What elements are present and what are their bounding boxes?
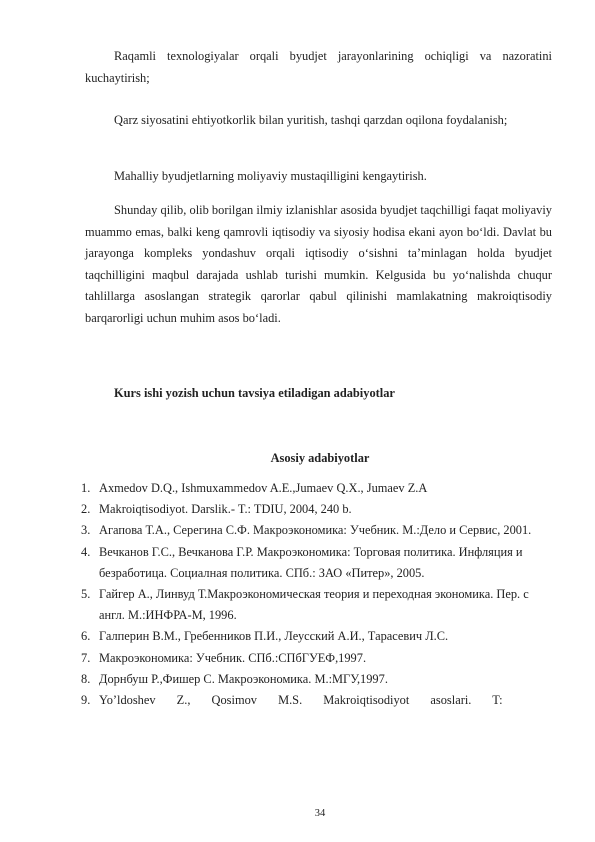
- bibliography-item-text: Вечканов Г.С., Вечканова Г.Р. Макроэкономика: Торговая политика. Инфляция и безработица. Социалная политика. СПб.: ЗАО «Питер», 2005.: [99, 544, 523, 580]
- bibliography-item-number: 2.: [81, 502, 91, 517]
- bibliography-item-text: Дорнбуш Р.,Фишер С. Макроэкономика. М.:МГУ,1997.: [99, 671, 388, 686]
- bibliography-list: [81, 478, 552, 711]
- bibliography-item: [81, 626, 552, 647]
- bibliography-item-text: Галперин В.М., Гребенников П.И., Леусский А.И., Тарасевич Л.С.: [99, 629, 449, 644]
- section-heading: Kurs ishi yozish uchun tavsiya etiladigan adabiyotlar: [114, 386, 395, 400]
- bibliography-item-number: 9.: [81, 693, 91, 708]
- paragraph-digital-technologies: Raqamli texnologiyalar orqali byudjet jarayonlarining ochiqligi va nazoratini kuchaytirish;: [85, 49, 552, 85]
- bibliography-item: [81, 648, 552, 669]
- paragraph-local-budgets: Mahalliy byudjetlarning moliyaviy mustaqilligini kengaytirish.: [114, 169, 427, 183]
- bibliography-item-number: 8.: [81, 671, 91, 686]
- page-number: 34: [314, 808, 326, 819]
- bibliography-item-number: 5.: [81, 587, 91, 602]
- bibliography-item: [81, 520, 552, 541]
- bibliography-item: [81, 669, 552, 690]
- bibliography-subheading: Asosiy adabiyotlar: [270, 451, 370, 465]
- paragraph-debt-policy: Qarz siyosatini ehtiyotkorlik bilan yuritish, tashqi qarzdan oqilona foydalanish;: [114, 113, 508, 127]
- bibliography-item-text: Гайгер А., Линвуд Т.Макроэкономическая теория и переходная экономика. Пер. с англ. М.:ИНФРА-М, 1996.: [99, 587, 529, 623]
- bibliography-item-number: 6.: [81, 629, 91, 644]
- paragraph-conclusion: Shunday qilib, olib borilgan ilmiy izlanishlar asosida byudjet taqchilligi faqat moliyaviy muammo emas, balki keng qamrovli iqtisodiy va siyosiy hodisa ekani ayon bo‘ldi. Davlat bu jarayonga kompleks yondashuv orqali iqtisodiy o‘sishni ta’minlagan holda byudjet taqchilligini maqbul darajada ushlab turishi mumkin. Kelgusida bu yo‘nalishda chuqur tahlillarga asoslangan strategik qarorlar qabul qilinishi mamlakatning makroiqtisodiy barqarorligi uchun muhim asos bo‘ladi.: [85, 203, 552, 325]
- bibliography-item: [81, 584, 552, 626]
- bibliography-item-number: 7.: [81, 650, 91, 665]
- bibliography-item: [81, 499, 552, 520]
- bibliography-item-text: Makroiqtisodiyot. Darslik.- T.: TDIU, 2004, 240 b.: [99, 502, 352, 517]
- bibliography-item-text: Агапова Т.А., Серегина С.Ф. Макроэкономика: Учебник. М.:Дело и Сервис, 2001.: [99, 523, 532, 538]
- bibliography-item-number: 3.: [81, 523, 91, 538]
- bibliography-item: [81, 478, 552, 499]
- bibliography-item-text: Макроэкономика: Учебник. СПб.:СПбГУЕФ,1997.: [99, 650, 367, 665]
- bibliography-item: [81, 690, 552, 711]
- bibliography-item: [81, 542, 552, 584]
- bibliography-item-text: Axmedov D.Q., Ishmuxammedov A.E.,Jumaev Q.X., Jumaev Z.A: [99, 481, 428, 495]
- bibliography-item-number: 1.: [81, 481, 91, 495]
- bibliography-item-text: Yo’ldoshev Z., Qosimov M.S. Makroiqtisodiyot asoslari. T:: [99, 693, 503, 708]
- bibliography-item-number: 4.: [81, 544, 91, 559]
